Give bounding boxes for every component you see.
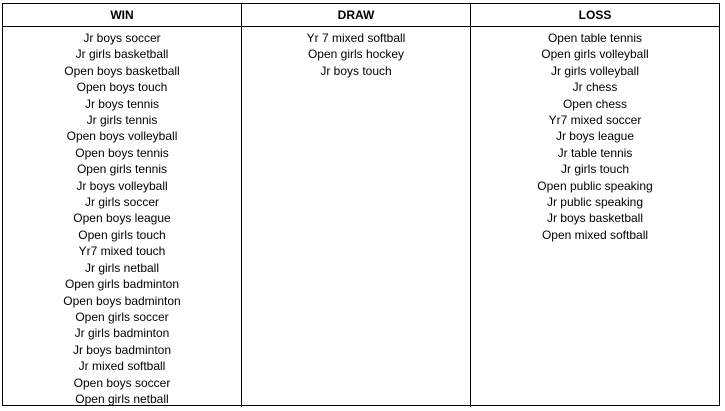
- win-list-item: Open boys volleyball: [66, 129, 178, 144]
- loss-column: [471, 27, 719, 407]
- loss-list-item: Open chess: [562, 96, 628, 111]
- win-list-item: Jr boys soccer: [83, 31, 161, 45]
- win-list-item: Open girls badminton: [64, 277, 180, 292]
- header-draw: DRAW: [242, 4, 471, 26]
- loss-list-item: Jr table tennis: [557, 145, 633, 160]
- win-list-item: Jr girls netball: [84, 260, 160, 275]
- loss-list-item: Jr chess: [572, 80, 618, 95]
- win-list-item: Open boys badminton: [63, 293, 181, 308]
- win-column: [3, 27, 242, 407]
- win-list-item: Open girls netball: [75, 391, 169, 406]
- loss-list-item: Yr7 mixed soccer: [548, 113, 642, 128]
- loss-list-item: Jr public speaking: [546, 195, 644, 210]
- loss-list-item: Jr girls volleyball: [550, 63, 640, 78]
- win-list-item: Open boys soccer: [73, 375, 171, 390]
- body-row: [3, 27, 719, 407]
- loss-list-item: Open mixed softball: [541, 227, 649, 242]
- loss-list-item: Jr boys basketball: [546, 211, 644, 226]
- win-list-item: Yr7 mixed touch: [78, 244, 166, 259]
- win-list-item: Jr boys badminton: [72, 342, 172, 357]
- loss-list-item: Open girls volleyball: [541, 47, 649, 62]
- win-list-item: Open boys league: [73, 211, 171, 226]
- header-win: WIN: [3, 4, 242, 26]
- win-list-item: Open girls soccer: [75, 309, 169, 324]
- draw-list-item: Open girls hockey: [307, 47, 405, 62]
- results-table: [2, 3, 720, 406]
- win-list-item: Jr girls basketball: [75, 47, 169, 62]
- loss-list-item: Open public speaking: [537, 178, 653, 193]
- win-list-item: Open girls tennis: [76, 162, 168, 177]
- win-list-item: Jr mixed softball: [78, 359, 166, 374]
- win-list-item: Jr boys volleyball: [76, 178, 168, 193]
- win-list-item: Jr girls tennis: [86, 113, 158, 128]
- win-list-item: Open boys basketball: [64, 63, 180, 78]
- win-list-item: Jr girls soccer: [84, 195, 159, 210]
- draw-list-item: Yr 7 mixed softball: [306, 31, 406, 45]
- draw-column: [242, 27, 471, 407]
- loss-list-item: Open table tennis: [547, 31, 643, 45]
- header-loss: LOSS: [578, 8, 612, 22]
- header-row: [3, 4, 719, 27]
- win-list-item: Jr girls badminton: [74, 326, 170, 341]
- win-list-item: Open girls touch: [78, 227, 166, 242]
- win-list-item: Jr boys tennis: [84, 96, 160, 111]
- loss-list-item: Jr girls touch: [560, 162, 630, 177]
- win-list-item: Open boys touch: [76, 80, 168, 95]
- win-list-item: Open boys tennis: [75, 145, 169, 160]
- draw-list-item: Jr boys touch: [320, 63, 392, 78]
- loss-list-item: Jr boys league: [555, 129, 635, 144]
